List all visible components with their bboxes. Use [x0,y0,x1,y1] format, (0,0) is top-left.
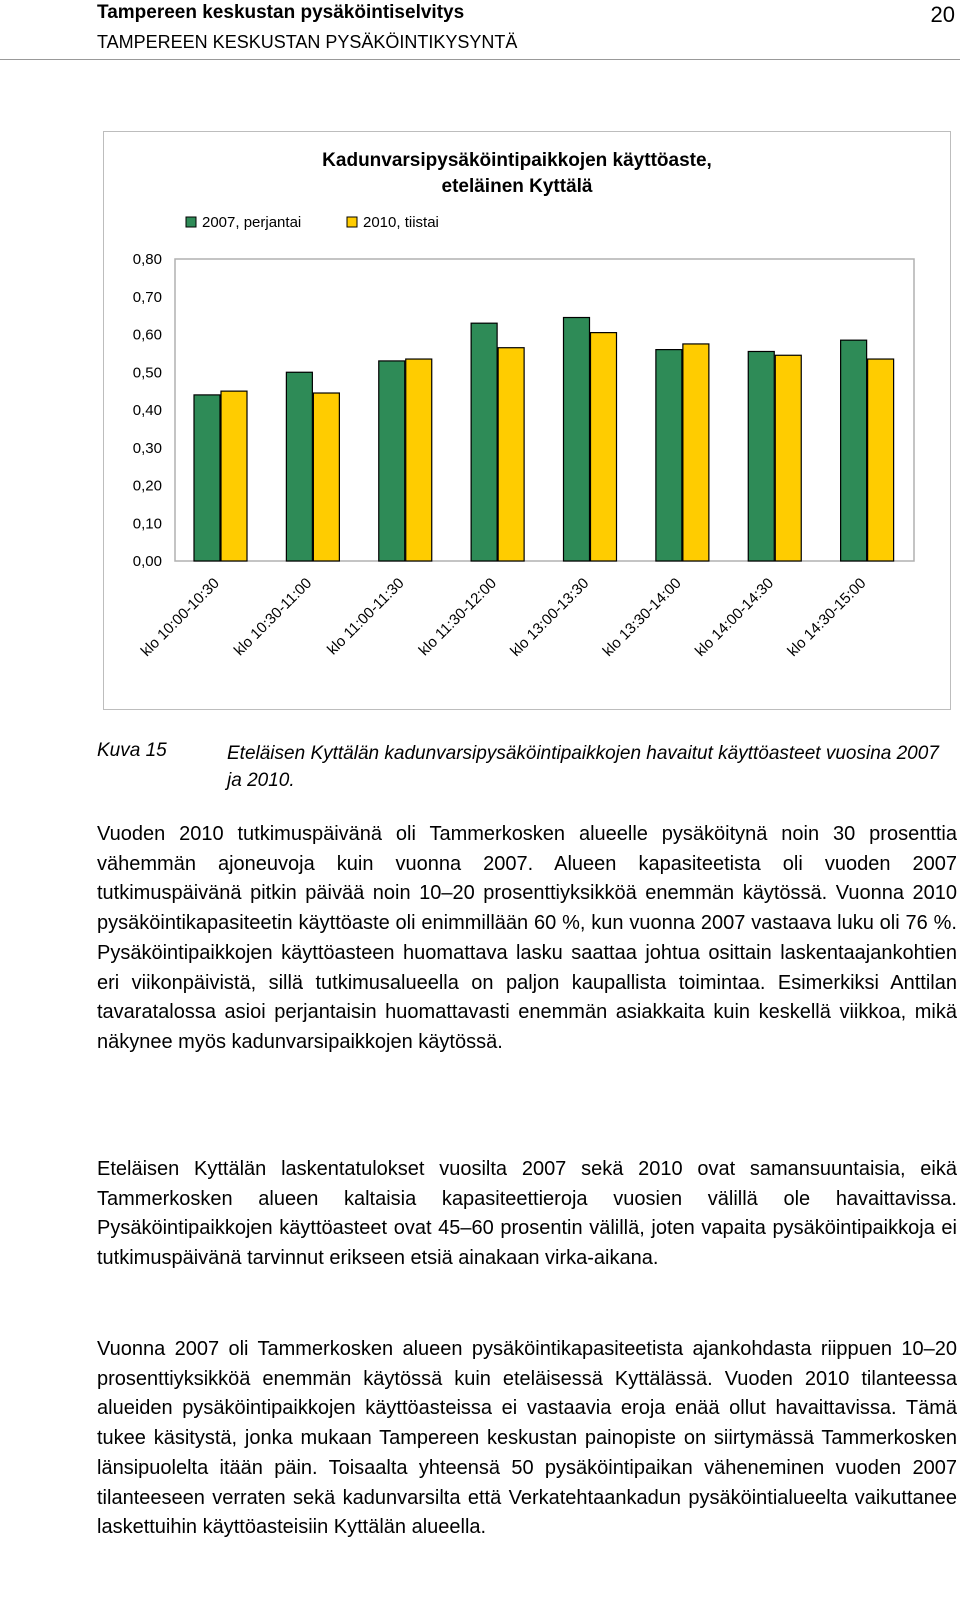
y-tick-label: 0,70 [132,288,162,306]
y-tick-label: 0,30 [132,439,162,457]
bar-2010 [591,333,617,561]
y-tick-label: 0,50 [132,364,162,382]
caption-text: Eteläisen Kyttälän kadunvarsipysäköintipaikkojen havaitut käyttöasteet vuosina 2007 ja 2010. [227,743,939,791]
x-tick-label: klo 14:00-14:30 [691,574,778,660]
x-tick-label: klo 10:00-10:30 [137,574,223,660]
x-tick-label: klo 13:30-14:00 [599,574,685,660]
bar-2010 [775,355,801,561]
document-title: Tampereen keskustan pysäköintiselvitys [97,2,465,23]
y-tick-label: 0,20 [132,477,162,495]
bar-2007 [471,323,497,561]
chart-title-line: Kadunvarsipysäköintipaikkojen käyttöaste, [322,150,712,171]
bar-2007 [564,318,590,561]
y-tick-label: 0,80 [132,251,162,268]
x-tick-label: klo 10:30-11:00 [230,574,316,660]
bar-2007 [379,361,405,561]
paragraph-1: Vuoden 2010 tutkimuspäivänä oli Tammerkosken alueelle pysäköitynä noin 30 prosenttia vähemmän ajoneuvoja kuin vuonna 2007. Alueen kapasiteetista oli vuoden 2007 tutkimuspäivänä pitkin päivää noin 10–20 prosenttiyksikköä enemmän käytössä. Vuonna 2010 pysäköintikapasiteetin käyttöaste oli enimmillään 60 %, kun vuonna 2007 vastaava luku oli 76 %. Pysäköintipaikkojen käyttöasteen huomattava lasku saattaa johtua osittain laskentaajankohtien eri viikonpäivistä, sillä tutkimusalueella on paljon kaupallista toimintaa. Esimerkiksi Anttilan tavaratalossa asioi perjantaisin huomattavasti enemmän asiakkaita kuin keskellä viikkoa, mikä näkynee myös kadunvarsipaikkojen käytössä. [97,823,957,1053]
bar-2007 [194,395,220,561]
legend-label: 2010, tiistai [363,214,439,231]
y-tick-label: 0,10 [132,515,162,533]
usage-rate-chart [104,132,950,709]
paragraph-2: Eteläisen Kyttälän laskentatulokset vuosilta 2007 sekä 2010 ovat samansuuntaisia, eikä Tammerkosken alueen kaltaisia kapasiteettieroja vuosien välillä ole havaittavissa. Pysäköintipaikkojen käyttöasteet ovat 45–60 prosentin välillä, joten vapaita pysäköintipaikkoja ei tutkimuspäivänä tarvinnut erikseen etsiä ainakaan virka-aikana. [97,1158,957,1270]
y-tick-label: 0,40 [132,402,162,419]
legend-swatch [186,217,196,227]
chart-frame [103,131,951,710]
x-tick-label: klo 14:30-15:00 [784,574,870,660]
x-tick-label: klo 13:00-13:30 [507,574,593,660]
page-number: 20 [930,2,955,27]
x-tick-label: klo 11:30-12:00 [415,574,500,660]
bar-2007 [841,340,867,561]
bar-2010 [498,348,524,561]
bar-2007 [748,351,774,561]
header-divider [0,59,960,60]
document-subtitle: TAMPEREEN KESKUSTAN PYSÄKÖINTIKYSYNTÄ [97,32,518,52]
x-tick-label: klo 11:00-11:30 [324,574,408,659]
bar-2010 [221,391,247,561]
bar-2007 [656,350,682,561]
bar-2010 [313,393,339,561]
bar-2007 [286,372,312,561]
paragraph-3: Vuonna 2007 oli Tammerkosken alueen pysäköintikapasiteetista ajankohdasta riippuen 10–20 prosenttiyksikköä enemmän käytössä kuin eteläisessä Kyttälässä. Vuoden 2010 tilanteessa alueiden pysäköintipaikkojen käyttöasteissa ei vastaavia eroja enää ollut havaittavissa. Tämä tukee käsitystä, jonka mukaan Tampereen keskustan painopiste on siirtymässä Tammerkosken länsipuolelta itään päin. Toisaalta yhteensä 50 pysäköintipaikan väheneminen vuoden 2007 tilanteeseen verraten sekä kadunvarsilta että Verkatehtaankadun pysäköintialueelta vaikuttanee laskettuihin käyttöasteisiin Kyttälän alueella. [97,1338,957,1539]
legend-label: 2007, perjantai [202,214,302,231]
bar-2010 [683,344,709,561]
legend-swatch [347,217,357,227]
y-tick-label: 0,60 [132,326,162,344]
caption-label: Kuva 15 [97,740,167,761]
bar-2010 [406,359,432,561]
y-tick-label: 0,00 [132,553,162,570]
page-header [97,0,957,60]
chart-title-line: eteläinen Kyttälä [441,176,593,197]
bar-2010 [868,359,894,561]
